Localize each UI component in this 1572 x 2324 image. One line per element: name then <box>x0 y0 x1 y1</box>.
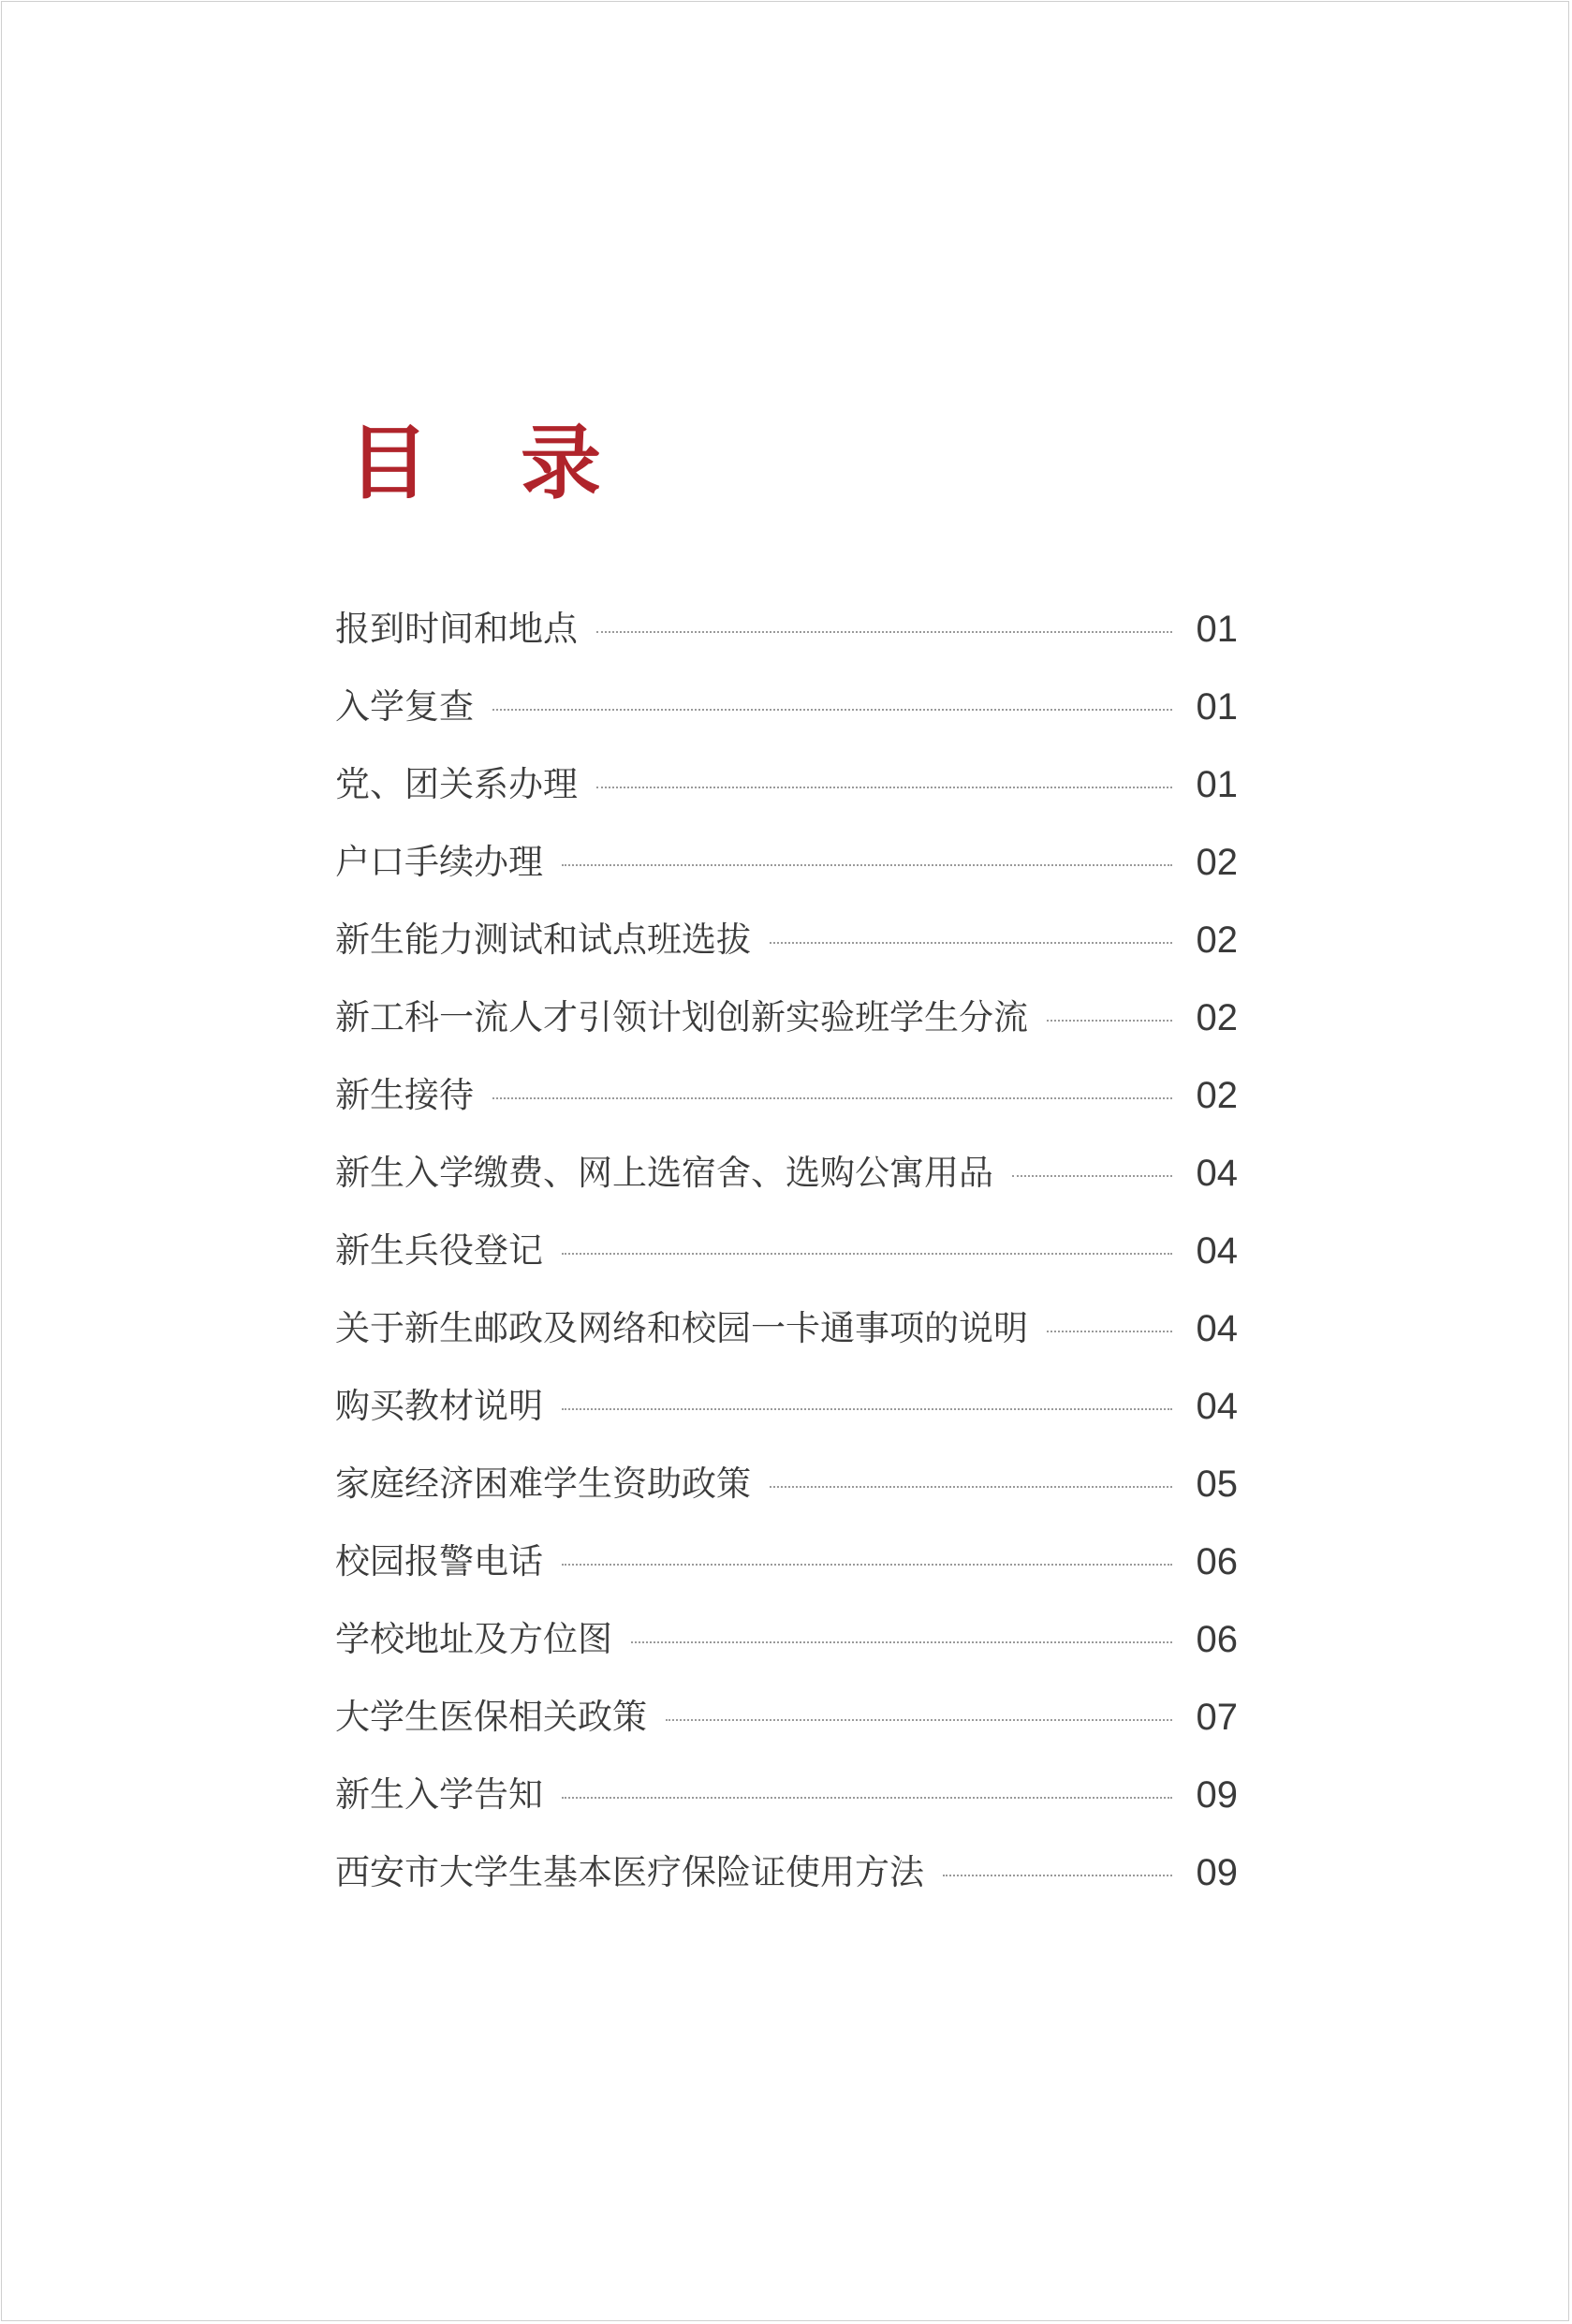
toc-entry-page-number: 05 <box>1196 1463 1238 1505</box>
toc-entry-label: 新工科一流人才引领计划创新实验班学生分流 <box>335 997 1028 1037</box>
toc-entry-page-number: 06 <box>1196 1540 1238 1582</box>
toc-entry[interactable] <box>335 1289 1238 1367</box>
toc-entry-page-number: 09 <box>1196 1851 1238 1893</box>
dotted-leader <box>666 1719 1172 1721</box>
toc-entry-page-number: 07 <box>1196 1696 1238 1738</box>
dotted-leader <box>492 1097 1172 1099</box>
toc-entry-page-number: 04 <box>1196 1229 1238 1272</box>
toc-entry-label: 家庭经济困难学生资助政策 <box>335 1464 751 1504</box>
toc-entry-label: 户口手续办理 <box>335 842 543 882</box>
toc-entry-page-number: 02 <box>1196 841 1238 883</box>
dotted-leader <box>770 1486 1172 1488</box>
toc-entry-label: 校园报警电话 <box>335 1541 543 1581</box>
dotted-leader <box>562 1564 1172 1566</box>
toc-entry-page-number: 01 <box>1196 608 1238 650</box>
toc-entry[interactable] <box>335 901 1238 978</box>
toc-entry-label: 学校地址及方位图 <box>335 1619 612 1659</box>
toc-entry[interactable] <box>335 590 1238 668</box>
toc-entry[interactable] <box>335 978 1238 1056</box>
toc-entry-label: 入学复查 <box>335 686 474 727</box>
toc-list <box>335 590 1238 1911</box>
toc-entry[interactable] <box>335 745 1238 823</box>
toc-entry-label: 新生兵役登记 <box>335 1230 543 1271</box>
toc-entry[interactable] <box>335 1522 1238 1600</box>
toc-entry-label: 党、团关系办理 <box>335 764 578 804</box>
toc-entry[interactable] <box>335 1445 1238 1522</box>
toc-entry[interactable] <box>335 1678 1238 1756</box>
toc-entry-page-number: 01 <box>1196 685 1238 728</box>
toc-entry-page-number: 02 <box>1196 919 1238 961</box>
toc-entry-label: 关于新生邮政及网络和校园一卡通事项的说明 <box>335 1308 1028 1348</box>
toc-entry-page-number: 02 <box>1196 1074 1238 1116</box>
toc-entry[interactable] <box>335 823 1238 901</box>
toc-entry-page-number: 01 <box>1196 763 1238 805</box>
dotted-leader <box>770 942 1172 944</box>
toc-entry-page-number: 09 <box>1196 1773 1238 1816</box>
toc-title: 目 录 <box>348 416 633 510</box>
toc-entry-label: 新生能力测试和试点班选拔 <box>335 919 751 960</box>
toc-entry-label: 购买教材说明 <box>335 1386 543 1426</box>
toc-entry-label: 新生接待 <box>335 1075 474 1115</box>
dotted-leader <box>562 1797 1172 1799</box>
dotted-leader <box>492 709 1172 711</box>
toc-entry[interactable] <box>335 1600 1238 1678</box>
dotted-leader <box>943 1875 1172 1876</box>
toc-entry[interactable] <box>335 1756 1238 1833</box>
toc-entry[interactable] <box>335 668 1238 745</box>
toc-entry-label: 新生入学告知 <box>335 1774 543 1815</box>
toc-entry-page-number: 04 <box>1196 1307 1238 1349</box>
toc-entry-label: 新生入学缴费、网上选宿舍、选购公寓用品 <box>335 1153 993 1193</box>
toc-entry[interactable] <box>335 1056 1238 1134</box>
toc-entry[interactable] <box>335 1833 1238 1911</box>
dotted-leader <box>1012 1175 1172 1177</box>
dotted-leader <box>1047 1020 1172 1022</box>
toc-entry[interactable] <box>335 1134 1238 1212</box>
toc-entry-label: 报到时间和地点 <box>335 609 578 649</box>
toc-entry-page-number: 06 <box>1196 1618 1238 1660</box>
toc-entry-label: 大学生医保相关政策 <box>335 1697 647 1737</box>
dotted-leader <box>596 787 1172 788</box>
toc-entry-page-number: 04 <box>1196 1385 1238 1427</box>
toc-entry-label: 西安市大学生基本医疗保险证使用方法 <box>335 1852 924 1892</box>
dotted-leader <box>631 1641 1172 1643</box>
toc-entry[interactable] <box>335 1367 1238 1445</box>
dotted-leader <box>562 864 1172 866</box>
toc-entry-page-number: 04 <box>1196 1152 1238 1194</box>
dotted-leader <box>1047 1331 1172 1332</box>
dotted-leader <box>562 1408 1172 1410</box>
toc-entry[interactable] <box>335 1212 1238 1289</box>
toc-entry-page-number: 02 <box>1196 996 1238 1038</box>
dotted-leader <box>562 1253 1172 1255</box>
dotted-leader <box>596 631 1172 633</box>
